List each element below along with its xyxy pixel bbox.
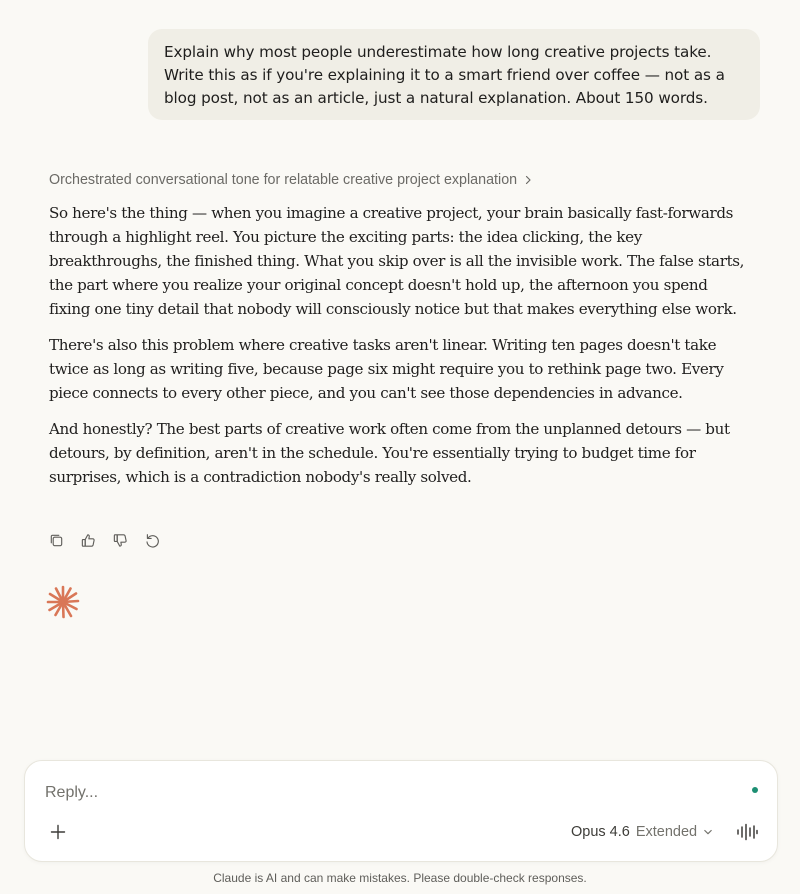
thumbs-up-button[interactable] xyxy=(78,530,98,550)
waveform-icon xyxy=(736,823,758,841)
thumbs-down-icon xyxy=(112,532,129,549)
thumbs-down-button[interactable] xyxy=(110,530,130,550)
response-paragraph: So here's the thing — when you imagine a creative project, your brain basically fast-forwards through a highlight reel. You picture the exciting parts: the idea clicking, the key breakthroughs, the finished thing. What you skip over is all the invisible work. The false starts, the part where you realize your original concept doesn't hold up, the afternoon you spend fixing one tiny detail that nobody will consciously notice but that makes everything else work. xyxy=(49,204,745,318)
add-attachment-button[interactable] xyxy=(47,821,69,843)
user-message-bubble xyxy=(148,29,760,120)
thinking-summary-label: Orchestrated conversational tone for relatable creative project explanation xyxy=(49,172,518,188)
chevron-right-icon xyxy=(523,175,533,185)
status-dot xyxy=(752,787,758,793)
chevron-down-icon xyxy=(703,827,713,837)
reply-input[interactable] xyxy=(45,781,725,805)
user-message-text: Explain why most people underestimate how long creative projects take. Write this as if you're explaining it to a smart friend over coffee — not as a blog post, not as an article, just a natural explanation. About 150 words. xyxy=(164,43,725,107)
response-paragraph: There's also this problem where creative tasks aren't linear. Writing ten pages doesn't take twice as long as writing five, because page six might require you to rethink page two. Every piece connects to every other piece, and you can't see those dependencies in advance. xyxy=(49,336,724,402)
copy-icon xyxy=(48,532,65,549)
model-mode: Extended xyxy=(635,824,698,840)
copy-button[interactable] xyxy=(46,530,66,550)
assistant-response xyxy=(49,201,749,501)
model-selector[interactable] xyxy=(571,821,713,843)
model-name: Opus 4.6 xyxy=(571,824,630,840)
claude-spark-icon xyxy=(46,585,80,619)
message-actions xyxy=(46,530,162,550)
retry-button[interactable] xyxy=(142,530,162,550)
plus-icon xyxy=(50,824,66,840)
retry-icon xyxy=(144,532,161,549)
thumbs-up-icon xyxy=(80,532,97,549)
thinking-summary-toggle[interactable] xyxy=(49,170,533,190)
disclaimer: Claude is AI and can make mistakes. Please double-check responses. xyxy=(213,871,587,885)
voice-mode-button[interactable] xyxy=(735,820,759,844)
response-paragraph: And honestly? The best parts of creative work often come from the unplanned detours — but detours, by definition, aren't in the schedule. You're essentially trying to budget time for surprises, which is a contradiction nobody's really solved. xyxy=(49,420,730,486)
composer xyxy=(24,760,778,862)
